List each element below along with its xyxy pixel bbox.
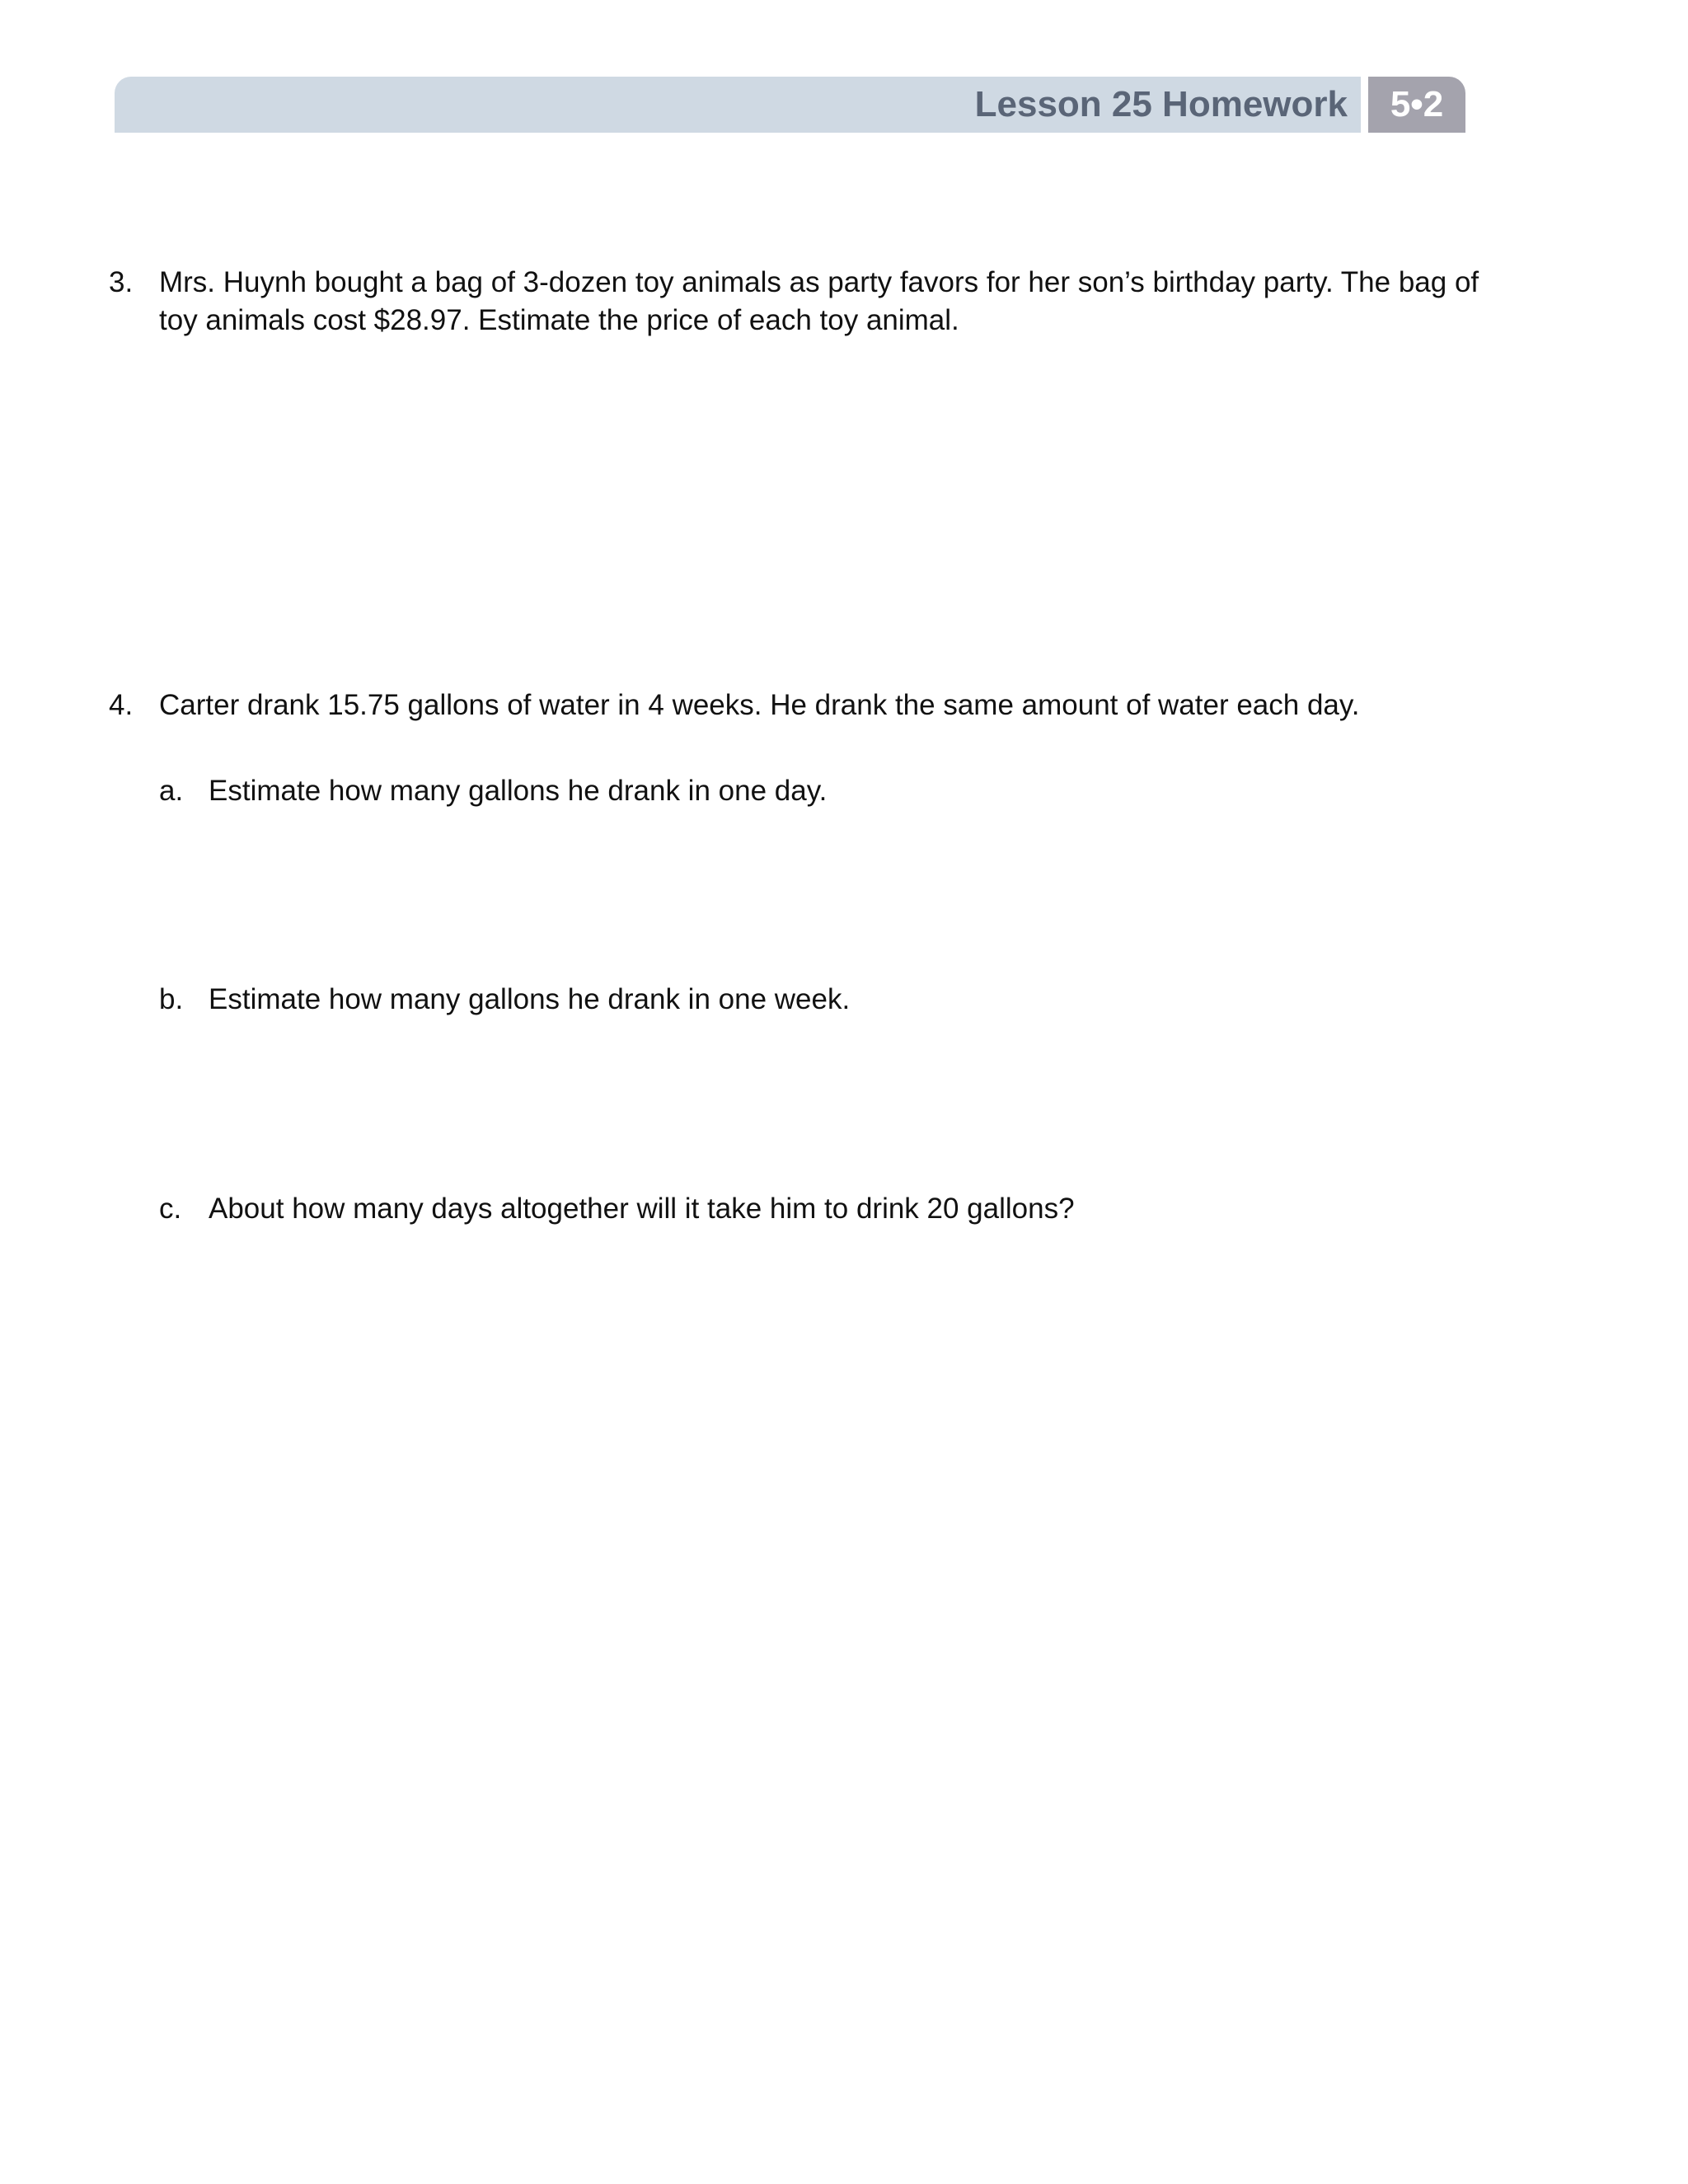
question-4-part-b: [159, 981, 1395, 1022]
lesson-title: Lesson 25 Homework: [974, 84, 1348, 124]
question-number: 4.: [109, 689, 134, 721]
question-text: [159, 264, 1479, 340]
part-letter: a.: [159, 775, 184, 807]
question-4-part-c: [159, 1190, 1395, 1231]
question-line-2: toy animals cost $28.97. Estimate the price of each toy animal.: [159, 304, 959, 336]
part-text: Estimate how many gallons he drank in one week.: [209, 983, 851, 1015]
question-number: 3.: [109, 266, 134, 298]
question-line-1: Mrs. Huynh bought a bag of 3-dozen toy animals as party favors for her son’s birthday party. The bag of: [159, 266, 1479, 298]
question-4-part-a: [159, 772, 1395, 813]
part-letter: b.: [159, 983, 184, 1015]
question-text: Carter drank 15.75 gallons of water in 4 weeks. He drank the same amount of water each day.: [159, 689, 1360, 721]
part-text: Estimate how many gallons he drank in one day.: [209, 775, 828, 807]
part-letter: c.: [159, 1193, 182, 1225]
part-text: About how many days altogether will it take him to drink 20 gallons?: [209, 1193, 1075, 1225]
lesson-header-bar: [115, 77, 1361, 133]
module-badge: 5•2: [1368, 77, 1465, 133]
question-4: [109, 687, 1461, 728]
question-3: [109, 264, 1479, 346]
